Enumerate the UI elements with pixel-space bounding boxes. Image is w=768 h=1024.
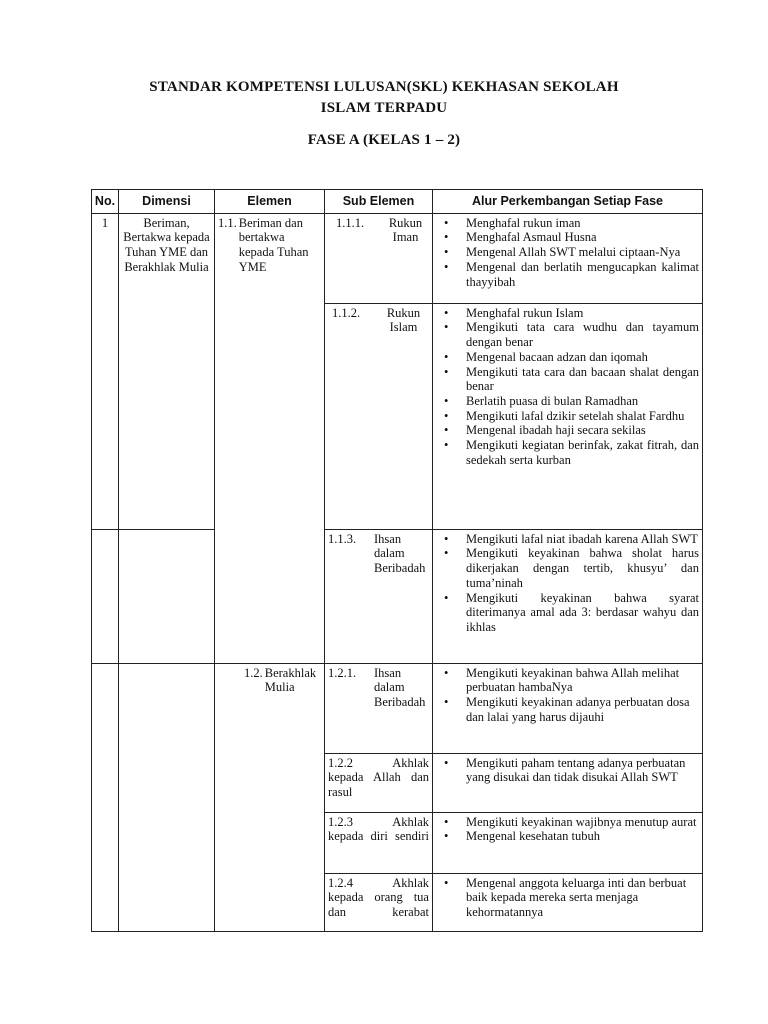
document-title-line2: ISLAM TERPADU [320, 100, 448, 116]
alur-list [436, 666, 699, 725]
alur-cell [433, 663, 703, 753]
alur-list [436, 216, 699, 290]
table-row [92, 529, 703, 663]
alur-list [436, 306, 699, 468]
sub-elemen-number: 1.2.1. [328, 665, 357, 680]
alur-list [436, 815, 699, 844]
header-sub-elemen: Sub Elemen [325, 190, 433, 214]
empty-cell [119, 663, 215, 931]
sub-elemen-text: Ihsan dalam Beribadah [374, 531, 426, 576]
sub-elemen-number: 1.1.2. [332, 305, 361, 320]
list-item: • Mengenal bacaan adzan dan iqomah [466, 350, 699, 365]
alur-list [436, 532, 699, 635]
header-no: No. [92, 190, 119, 214]
empty-cell [92, 529, 119, 663]
alur-cell [433, 873, 703, 931]
sub-elemen-text: Rukun Iman [388, 215, 423, 245]
list-item: • Mengikuti paham tentang adanya perbuatan yang disukai dan tidak disukai Allah SWT [466, 756, 699, 785]
phase-title: FASE A (KELAS 1 – 2) [307, 132, 461, 148]
alur-cell [433, 812, 703, 873]
list-item: • Menghafal Asmaul Husna [466, 230, 699, 245]
list-item: • Mengenal anggota keluarga inti dan berbuat baik kepada mereka serta menjaga kehormatannya [466, 876, 699, 920]
alur-list [436, 876, 699, 920]
list-item: • Mengikuti keyakinan wajibnya menutup aurat [466, 815, 699, 830]
list-item: • Mengikuti tata cara wudhu dan tayamum dengan benar [466, 320, 699, 349]
sub-elemen-number: 1.2.3 [328, 814, 353, 829]
elemen-number: 1.1. [218, 215, 237, 230]
list-item: • Mengikuti tata cara dan bacaan shalat dengan benar [466, 365, 699, 394]
sub-elemen-text: Akhlak kepada diri sendiri [328, 814, 429, 844]
sub-elemen-cell [325, 663, 433, 753]
list-item: • Mengenal Allah SWT melalui ciptaan-Nya [466, 245, 699, 260]
list-item: • Mengikuti lafal niat ibadah karena Allah SWT [466, 532, 699, 547]
empty-cell [119, 529, 215, 663]
elemen-cell [215, 213, 325, 663]
sub-elemen-number: 1.2.2 [328, 755, 353, 770]
header-alur: Alur Perkembangan Setiap Fase [433, 190, 703, 214]
list-item: • Menghafal rukun Islam [466, 306, 699, 321]
sub-elemen-cell [325, 303, 433, 529]
sub-elemen-cell [325, 213, 433, 303]
sub-elemen-number: 1.2.4 [328, 875, 353, 890]
list-item: • Berlatih puasa di bulan Ramadhan [466, 394, 699, 409]
sub-elemen-cell [325, 753, 433, 812]
elemen-text: Berakhlak Mulia [264, 665, 317, 695]
list-item: • Mengikuti keyakinan bahwa sholat harus dikerjakan dengan tertib, khusyu’ dan tuma’ninah [466, 546, 699, 590]
table-row [92, 213, 703, 303]
list-item: • Mengikuti keyakinan adanya perbuatan dosa dan lalai yang harus dijauhi [466, 695, 699, 724]
list-item: • Mengenal kesehatan tubuh [466, 829, 699, 844]
header-dimensi: Dimensi [119, 190, 215, 214]
sub-elemen-text: Rukun Islam [386, 305, 421, 335]
sub-elemen-cell [325, 873, 433, 931]
list-item: • Mengenal dan berlatih mengucapkan kalimat thayyibah [466, 260, 699, 289]
alur-cell [433, 303, 703, 529]
alur-cell [433, 529, 703, 663]
list-item: • Mengikuti lafal dzikir setelah shalat Fardhu [466, 409, 699, 424]
table-row [92, 663, 703, 753]
list-item: • Mengikuti keyakinan bahwa Allah melihat perbuatan hambaNya [466, 666, 699, 695]
alur-cell [433, 213, 703, 303]
elemen-text: Beriman dan bertakwa kepada Tuhan YME [238, 215, 309, 274]
sub-elemen-cell [325, 812, 433, 873]
sub-elemen-number: 1.1.3. [328, 531, 357, 546]
sub-elemen-cell [325, 529, 433, 663]
competency-table [91, 189, 703, 932]
elemen-number: 1.2. [244, 665, 263, 680]
list-item: • Mengikuti kegiatan berinfak, zakat fitrah, dan sedekah serta kurban [466, 438, 699, 467]
sub-elemen-text: Ihsan dalam Beribadah [374, 665, 426, 710]
alur-cell [433, 753, 703, 812]
empty-cell [92, 663, 119, 931]
sub-elemen-text: Akhlak kepada orang tua dan kerabat [328, 875, 429, 920]
header-elemen: Elemen [215, 190, 325, 214]
list-item: • Mengenal ibadah haji secara sekilas [466, 423, 699, 438]
list-item: • Mengikuti keyakinan bahwa syarat diterimanya amal ada 3: berdasar wahyu dan ikhlas [466, 591, 699, 635]
elemen-cell [215, 663, 325, 931]
alur-list [436, 756, 699, 785]
document-title: STANDAR KOMPETENSI LULUSAN(SKL) KEKHASAN SEKOLAH [149, 79, 619, 95]
dimensi-cell: Beriman, Bertakwa kepada Tuhan YME dan Berakhlak Mulia [119, 213, 215, 529]
list-item: • Menghafal rukun iman [466, 216, 699, 231]
sub-elemen-number: 1.1.1. [336, 215, 365, 230]
table-header-row [92, 190, 703, 214]
sub-elemen-text: Akhlak kepada Allah dan rasul [328, 755, 429, 800]
row-number: 1 [92, 213, 119, 529]
